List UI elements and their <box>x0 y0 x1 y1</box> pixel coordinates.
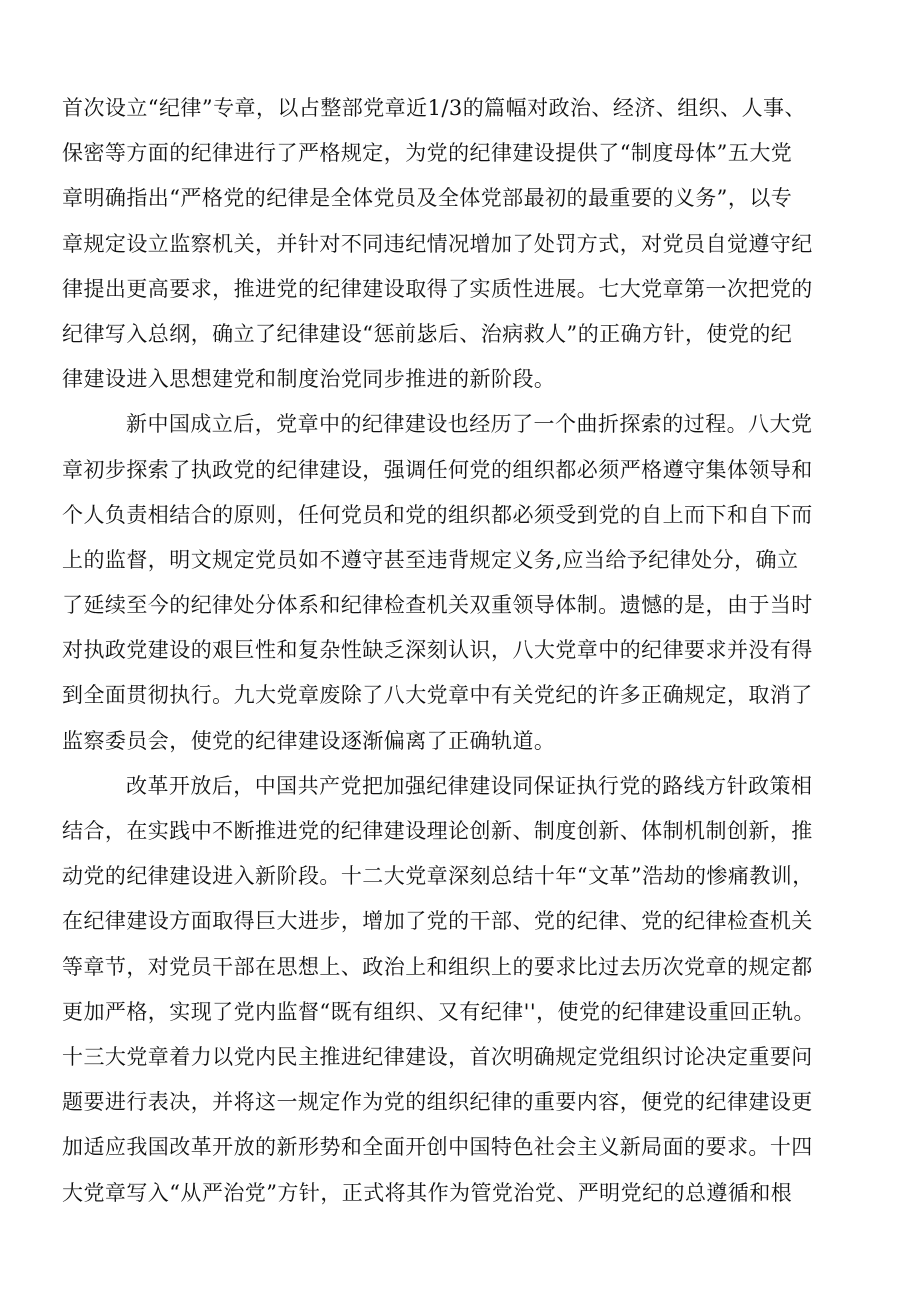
text-line: 章初步探索了执政党的纪律建设，强调任何党的组织都必须严格遵守集体领导和 <box>62 457 813 482</box>
text-line: 章规定设立监察机关，并针对不同违纪情况增加了处罚方式，对党员自觉遵守纪 <box>62 231 813 256</box>
text-line: 章明确指出“严格党的纪律是全体党员及全体党部最初的最重要的义务”，以专 <box>62 186 793 211</box>
text-line: 对执政党建设的艰巨性和复杂性缺乏深刻认识，八大党章中的纪律要求并没有得 <box>62 638 813 663</box>
text-line: 结合，在实践中不断推进党的纪律建设理论创新、制度创新、体制机制创新，推 <box>62 819 813 843</box>
text-line: 首次设立“纪律”专章，以占整部党章近1/3的篇幅对政治、经济、组织、人事、 <box>62 96 806 120</box>
text-line: 保密等方面的纪律进行了严格规定，为党的纪律建设提供了“制度母体”五大党 <box>62 141 793 166</box>
text-line: 个人负责相结合的原则，任何党员和党的组织都必须受到党的自上而下和自下而 <box>62 502 813 527</box>
text-line: 更加严格，实现了党内监督“既有组织、又有纪律''，使党的纪律建设重回正轨。 <box>62 999 815 1024</box>
text-line: 加适应我国改革开放的新形势和全面开创中国特色社会主义新局面的要求。十四 <box>62 1135 813 1160</box>
paragraph-1 <box>62 86 862 402</box>
paragraph-2 <box>62 402 862 764</box>
text-line: 动党的纪律建设进入新阶段。十二大党章深刻总结十年“文革”浩劫的惨痛教训， <box>62 864 814 889</box>
text-line: 上的监督，明文规定党员如不遵守甚至违背规定义务,应当给予纪律处分，确立 <box>62 547 799 572</box>
text-line: 监察委员会，使党的纪律建设逐渐偏离了正确轨道。 <box>62 728 556 753</box>
text-line: 到全面贯彻执行。九大党章废除了八大党章中有关党纪的许多正确规定，取消了 <box>62 683 813 708</box>
text-line: 题要进行表决，并将这一规定作为党的组织纪律的重要内容，便党的纪律建设更 <box>62 1090 813 1115</box>
body-text <box>62 86 862 1216</box>
paragraph-3 <box>62 764 862 1216</box>
text-line: 等章节，对党员干部在思想上、政治上和组织上的要求比过去历次党章的规定都 <box>62 954 813 979</box>
text-line: 大党章写入“从严治党”方针，正式将其作为管党治党、严明党纪的总遵循和根 <box>62 1180 793 1205</box>
text-line: 新中国成立后，党章中的纪律建设也经历了一个曲折探索的过程。八大党 <box>126 412 813 437</box>
text-line: 改革开放后，中国共产党把加强纪律建设同保证执行党的路线方针政策相 <box>126 773 813 798</box>
text-line: 律提出更高要求，推进党的纪律建设取得了实质性进展。七大党章第一次把党的 <box>62 276 813 301</box>
text-line: 律建设进入思想建党和制度治党同步推进的新阶段。 <box>62 367 556 392</box>
text-line: 在纪律建设方面取得巨大进步，增加了党的干部、党的纪律、党的纪律检查机关 <box>62 909 813 934</box>
text-line: 了延续至今的纪律处分体系和纪律检查机关双重领导体制。遗憾的是，由于当时 <box>62 593 813 618</box>
text-line: 十三大党章着力以党内民主推进纪律建设，首次明确规定党组织讨论决定重要问 <box>62 1044 813 1069</box>
text-line: 纪律写入总纲，确立了纪律建设“惩前毖后、治病救人”的正确方针，使党的纪 <box>62 321 793 346</box>
